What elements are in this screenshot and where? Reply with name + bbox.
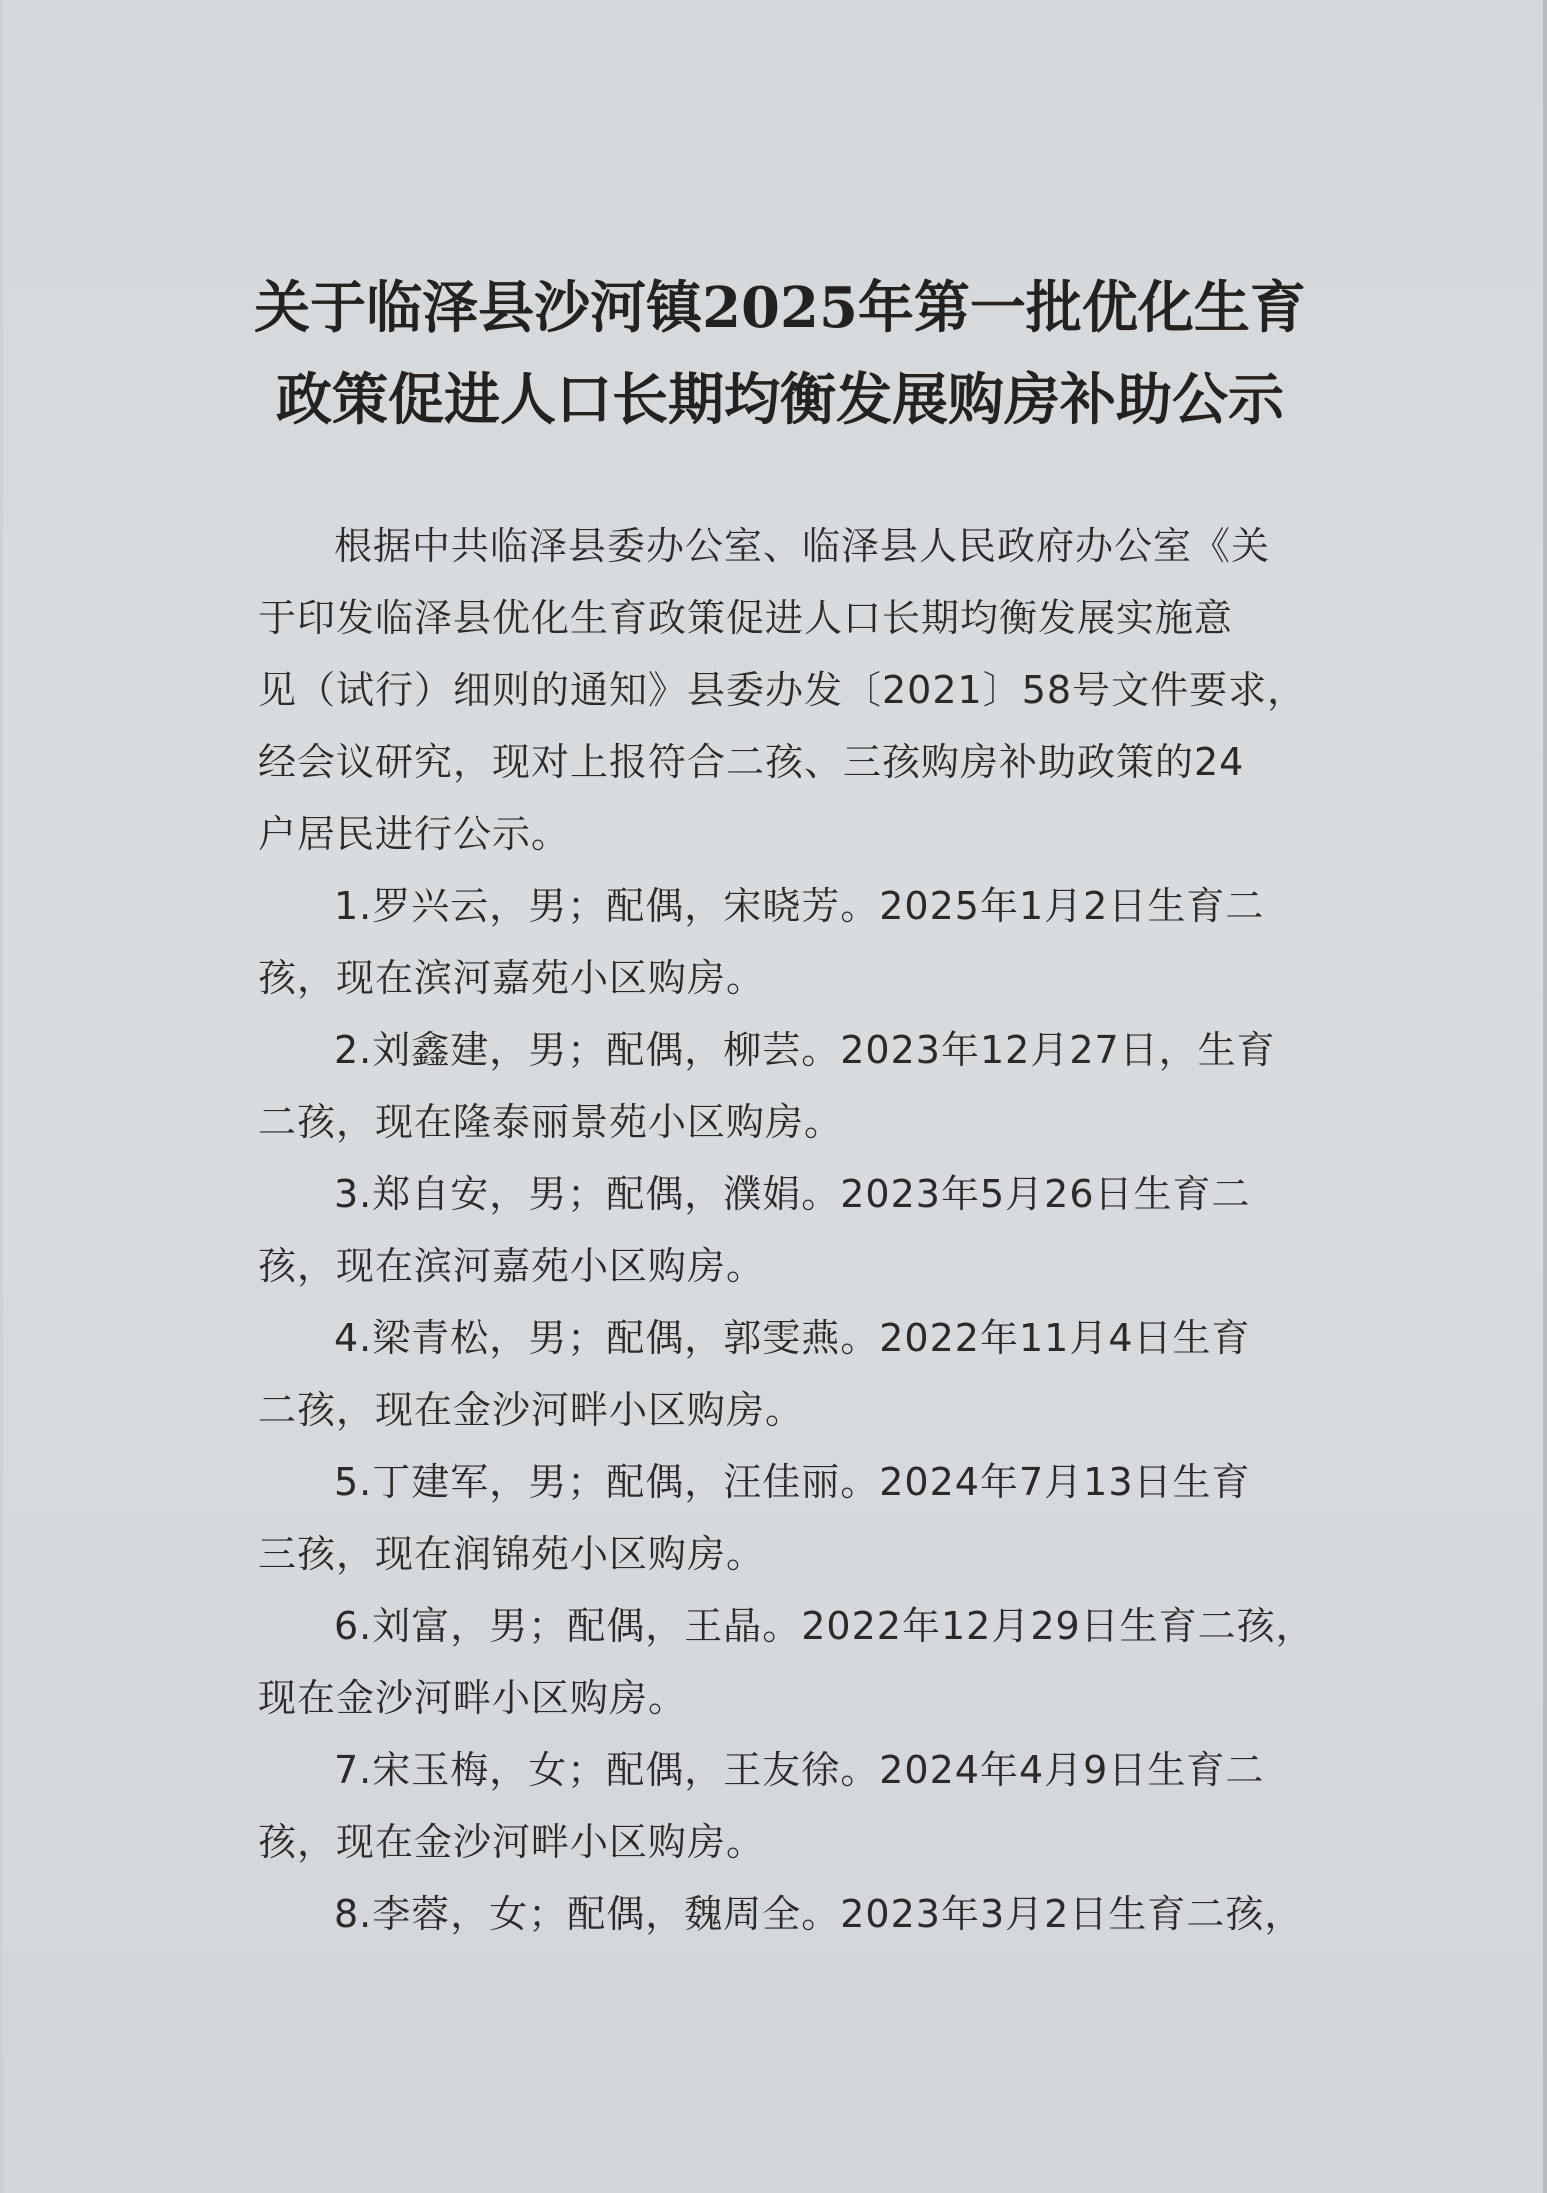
intro-line: 经会议研究，现对上报符合二孩、三孩购房补助政策的24 [258, 740, 1245, 784]
entry-line-2: 孩，现在金沙河畔小区购房。 [258, 1820, 766, 1864]
entry-item [258, 1590, 1330, 1734]
entry-line-2: 孩，现在滨河嘉苑小区购房。 [258, 1244, 766, 1288]
entry-line-1: 3.郑自安，男；配偶，濮娟。2023年5月26日生育二 [334, 1172, 1251, 1216]
entry-item [258, 1014, 1330, 1158]
entry-line-2: 现在金沙河畔小区购房。 [258, 1676, 688, 1720]
title-line-2: 政策促进人口长期均衡发展购房补助公示 [276, 367, 1284, 433]
entry-item [258, 1878, 1330, 1950]
title-line-1: 关于临泽县沙河镇2025年第一批优化生育 [254, 275, 1306, 341]
intro-line: 根据中共临泽县委办公室、临泽县人民政府办公室《关 [334, 524, 1271, 568]
intro-line: 于印发临泽县优化生育政策促进人口长期均衡发展实施意 [258, 596, 1234, 640]
entry-line-2: 三孩，现在润锦苑小区购房。 [258, 1532, 766, 1576]
entry-line-1: 8.李蓉，女；配偶，魏周全。2023年3月2日生育二孩， [334, 1892, 1304, 1936]
entry-item [258, 1302, 1330, 1446]
entry-item [258, 1158, 1330, 1302]
entry-line-1: 4.梁青松，男；配偶，郭雯燕。2022年11月4日生育 [334, 1316, 1251, 1360]
entry-line-1: 1.罗兴云，男；配偶，宋晓芳。2025年1月2日生育二 [334, 884, 1265, 928]
intro-line: 户居民进行公示。 [258, 812, 571, 856]
entry-line-1: 7.宋玉梅，女；配偶，王友徐。2024年4月9日生育二 [334, 1748, 1265, 1792]
entry-item [258, 1446, 1330, 1590]
document-body [258, 510, 1330, 1950]
intro-line: 见（试行）细则的通知》县委办发〔2021〕58号文件要求， [258, 668, 1307, 712]
entry-item [258, 870, 1330, 1014]
entry-line-1: 5.丁建军，男；配偶，汪佳丽。2024年7月13日生育 [334, 1460, 1251, 1504]
entry-item [258, 1734, 1330, 1878]
entry-line-2: 二孩，现在金沙河畔小区购房。 [258, 1388, 805, 1432]
entry-line-1: 2.刘鑫建，男；配偶，柳芸。2023年12月27日，生育 [334, 1028, 1276, 1072]
entry-line-1: 6.刘富，男；配偶，王晶。2022年12月29日生育二孩， [334, 1604, 1315, 1648]
entry-line-2: 二孩，现在隆泰丽景苑小区购房。 [258, 1100, 844, 1144]
entry-line-2: 孩，现在滨河嘉苑小区购房。 [258, 956, 766, 1000]
intro-paragraph [258, 510, 1330, 870]
paper-left-edge [0, 0, 3, 2193]
document-title [240, 262, 1320, 446]
paper-right-edge [1543, 0, 1547, 2193]
